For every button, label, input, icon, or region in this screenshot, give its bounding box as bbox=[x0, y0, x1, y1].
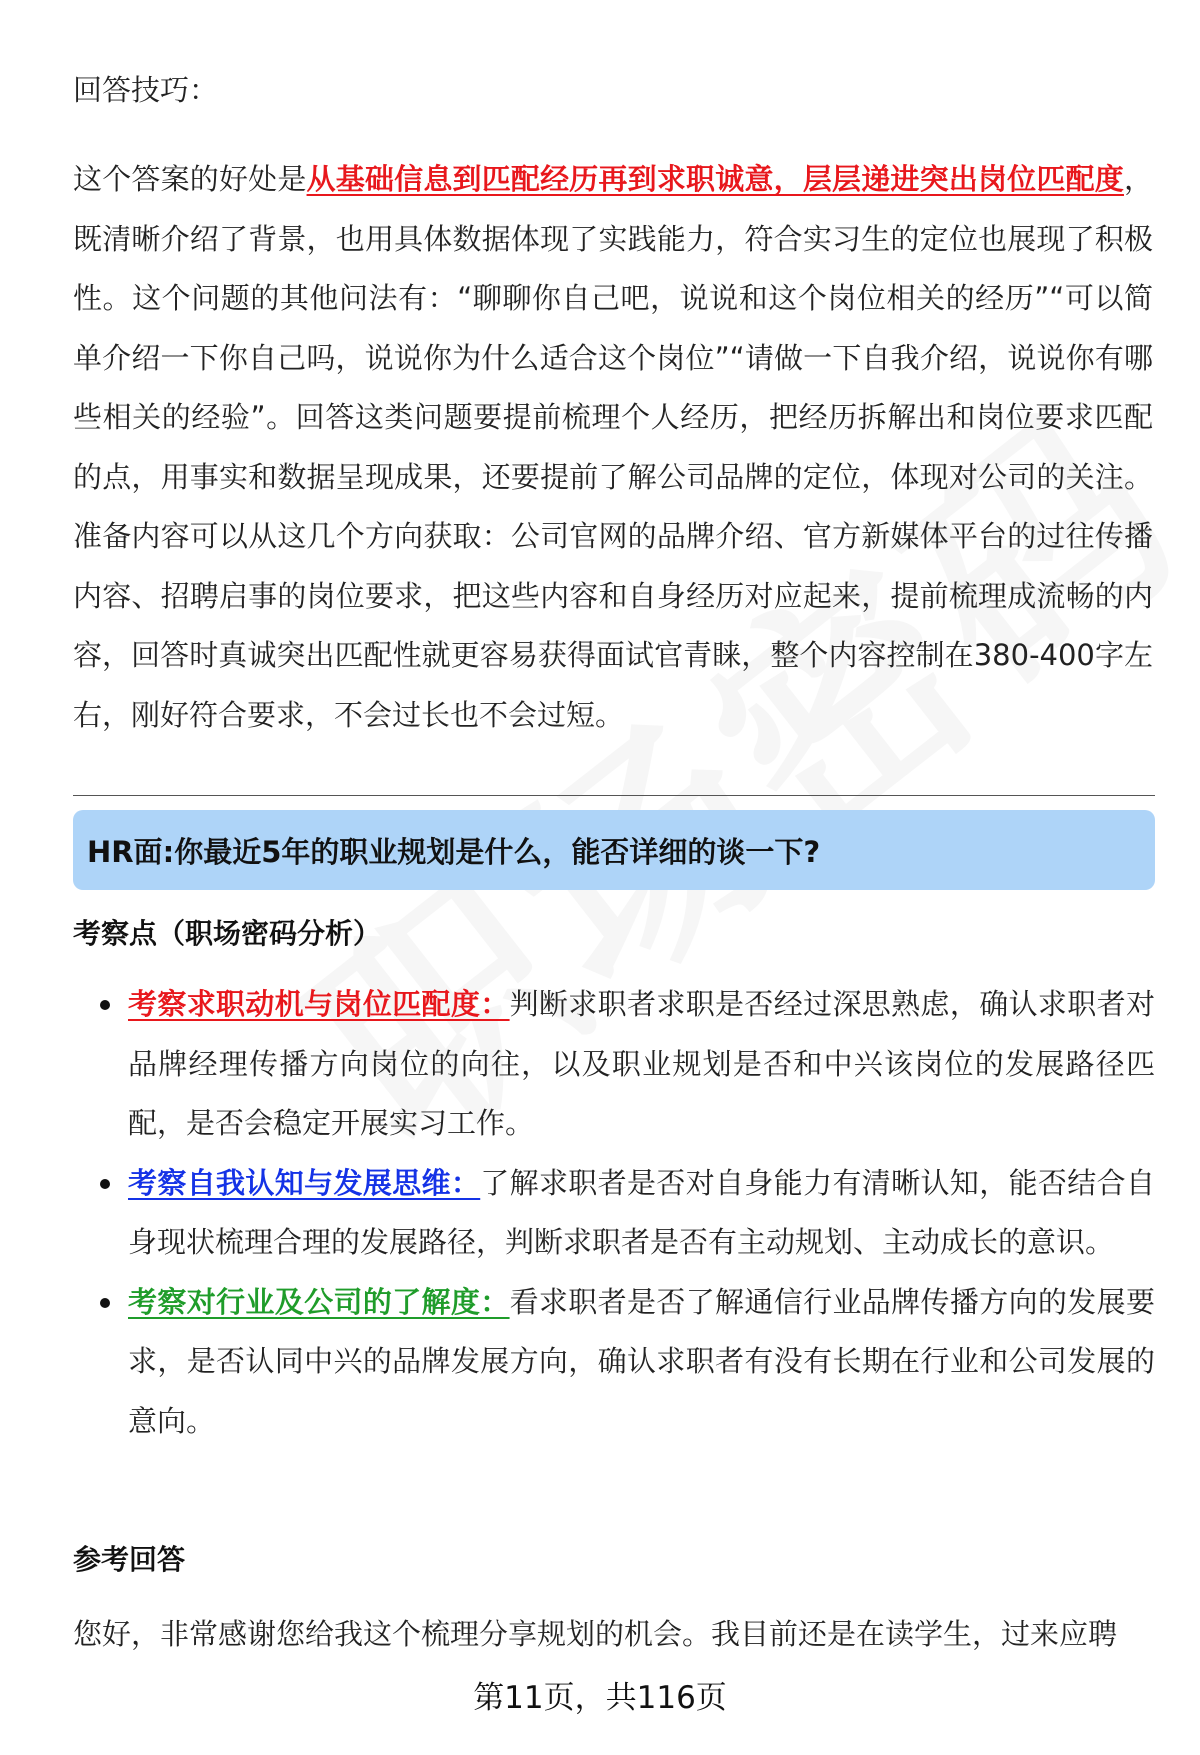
analysis-point bbox=[73, 1273, 1155, 1452]
question-title: HR面:你最近5年的职业规划是什么，能否详细的谈一下? bbox=[87, 834, 821, 869]
tips-body-text: ，既清晰介绍了背景，也用具体数据体现了实践能力，符合实习生的定位也展现了积极性。这个问题的其他问法有：“聊聊你自己吧，说说和这个岗位相关的经历”“可以简单介绍一下你自己吗，说说你为什么适合这个岗位”“请做一下自我介绍，说说你有哪些相关的经验”。回答这类问题要提前梳理个人经历，把经历拆解出和岗位要求匹配的点，用事实和数据呈现成果，还要提前了解公司品牌的定位，体现对公司的关注。准备内容可以从这几个方向获取：公司官网的品牌介绍、官方新媒体平台的过往传播内容、招聘启事的岗位要求，把这些内容和自身经历对应起来，提前梳理成流畅的内容，回答时真诚突出匹配性就更容易获得面试官青睐，整个内容控制在380-400字左右，刚好符合要求，不会过长也不会过短。 bbox=[73, 162, 1153, 732]
answer-heading: 参考回答 bbox=[73, 1543, 186, 1576]
question-banner bbox=[73, 810, 1155, 890]
point-label: 考察对行业及公司的了解度： bbox=[128, 1284, 510, 1319]
section-divider bbox=[73, 795, 1155, 796]
analysis-point bbox=[73, 975, 1155, 1154]
bullet-dot bbox=[100, 1000, 110, 1010]
answer-text: 您好，非常感谢您给我这个梳理分享规划的机会。我目前还是在读学生，过来应聘 bbox=[73, 1617, 1118, 1651]
point-label: 考察自我认知与发展思维： bbox=[128, 1165, 481, 1200]
bullet-dot bbox=[100, 1298, 110, 1308]
bullet-dot bbox=[100, 1179, 110, 1189]
tips-intro: 这个答案的好处是 bbox=[73, 162, 307, 196]
analysis-points-list bbox=[73, 975, 1155, 1451]
point-label: 考察求职动机与岗位匹配度： bbox=[128, 987, 510, 1021]
point-text: 看求职者是否了解通信行业品牌传播方向的发展要求，是否认同中兴的品牌发展方向，确认求职者有没有长期在行业和公司发展的意向。 bbox=[128, 1284, 1155, 1438]
tips-highlight: 从基础信息到匹配经历再到求职诚意，层层递进突出岗位匹配度 bbox=[306, 162, 1124, 196]
point-text: 了解求职者是否对自身能力有清晰认知，能否结合自身现状梳理合理的发展路径，判断求职者是否有主动规划、主动成长的意识。 bbox=[128, 1165, 1155, 1259]
analysis-heading: 考察点（职场密码分析） bbox=[73, 917, 382, 950]
point-text: 判断求职者求职是否经过深思熟虑，确认求职者对品牌经理传播方向岗位的向往，以及职业规划是否和中兴该岗位的发展路径匹配，是否会稳定开展实习工作。 bbox=[128, 987, 1155, 1140]
analysis-point bbox=[73, 1154, 1155, 1273]
tips-paragraph bbox=[73, 150, 1153, 745]
tips-heading: 回答技巧： bbox=[73, 73, 219, 107]
page-number: 第11页，共116页 bbox=[473, 1680, 727, 1716]
